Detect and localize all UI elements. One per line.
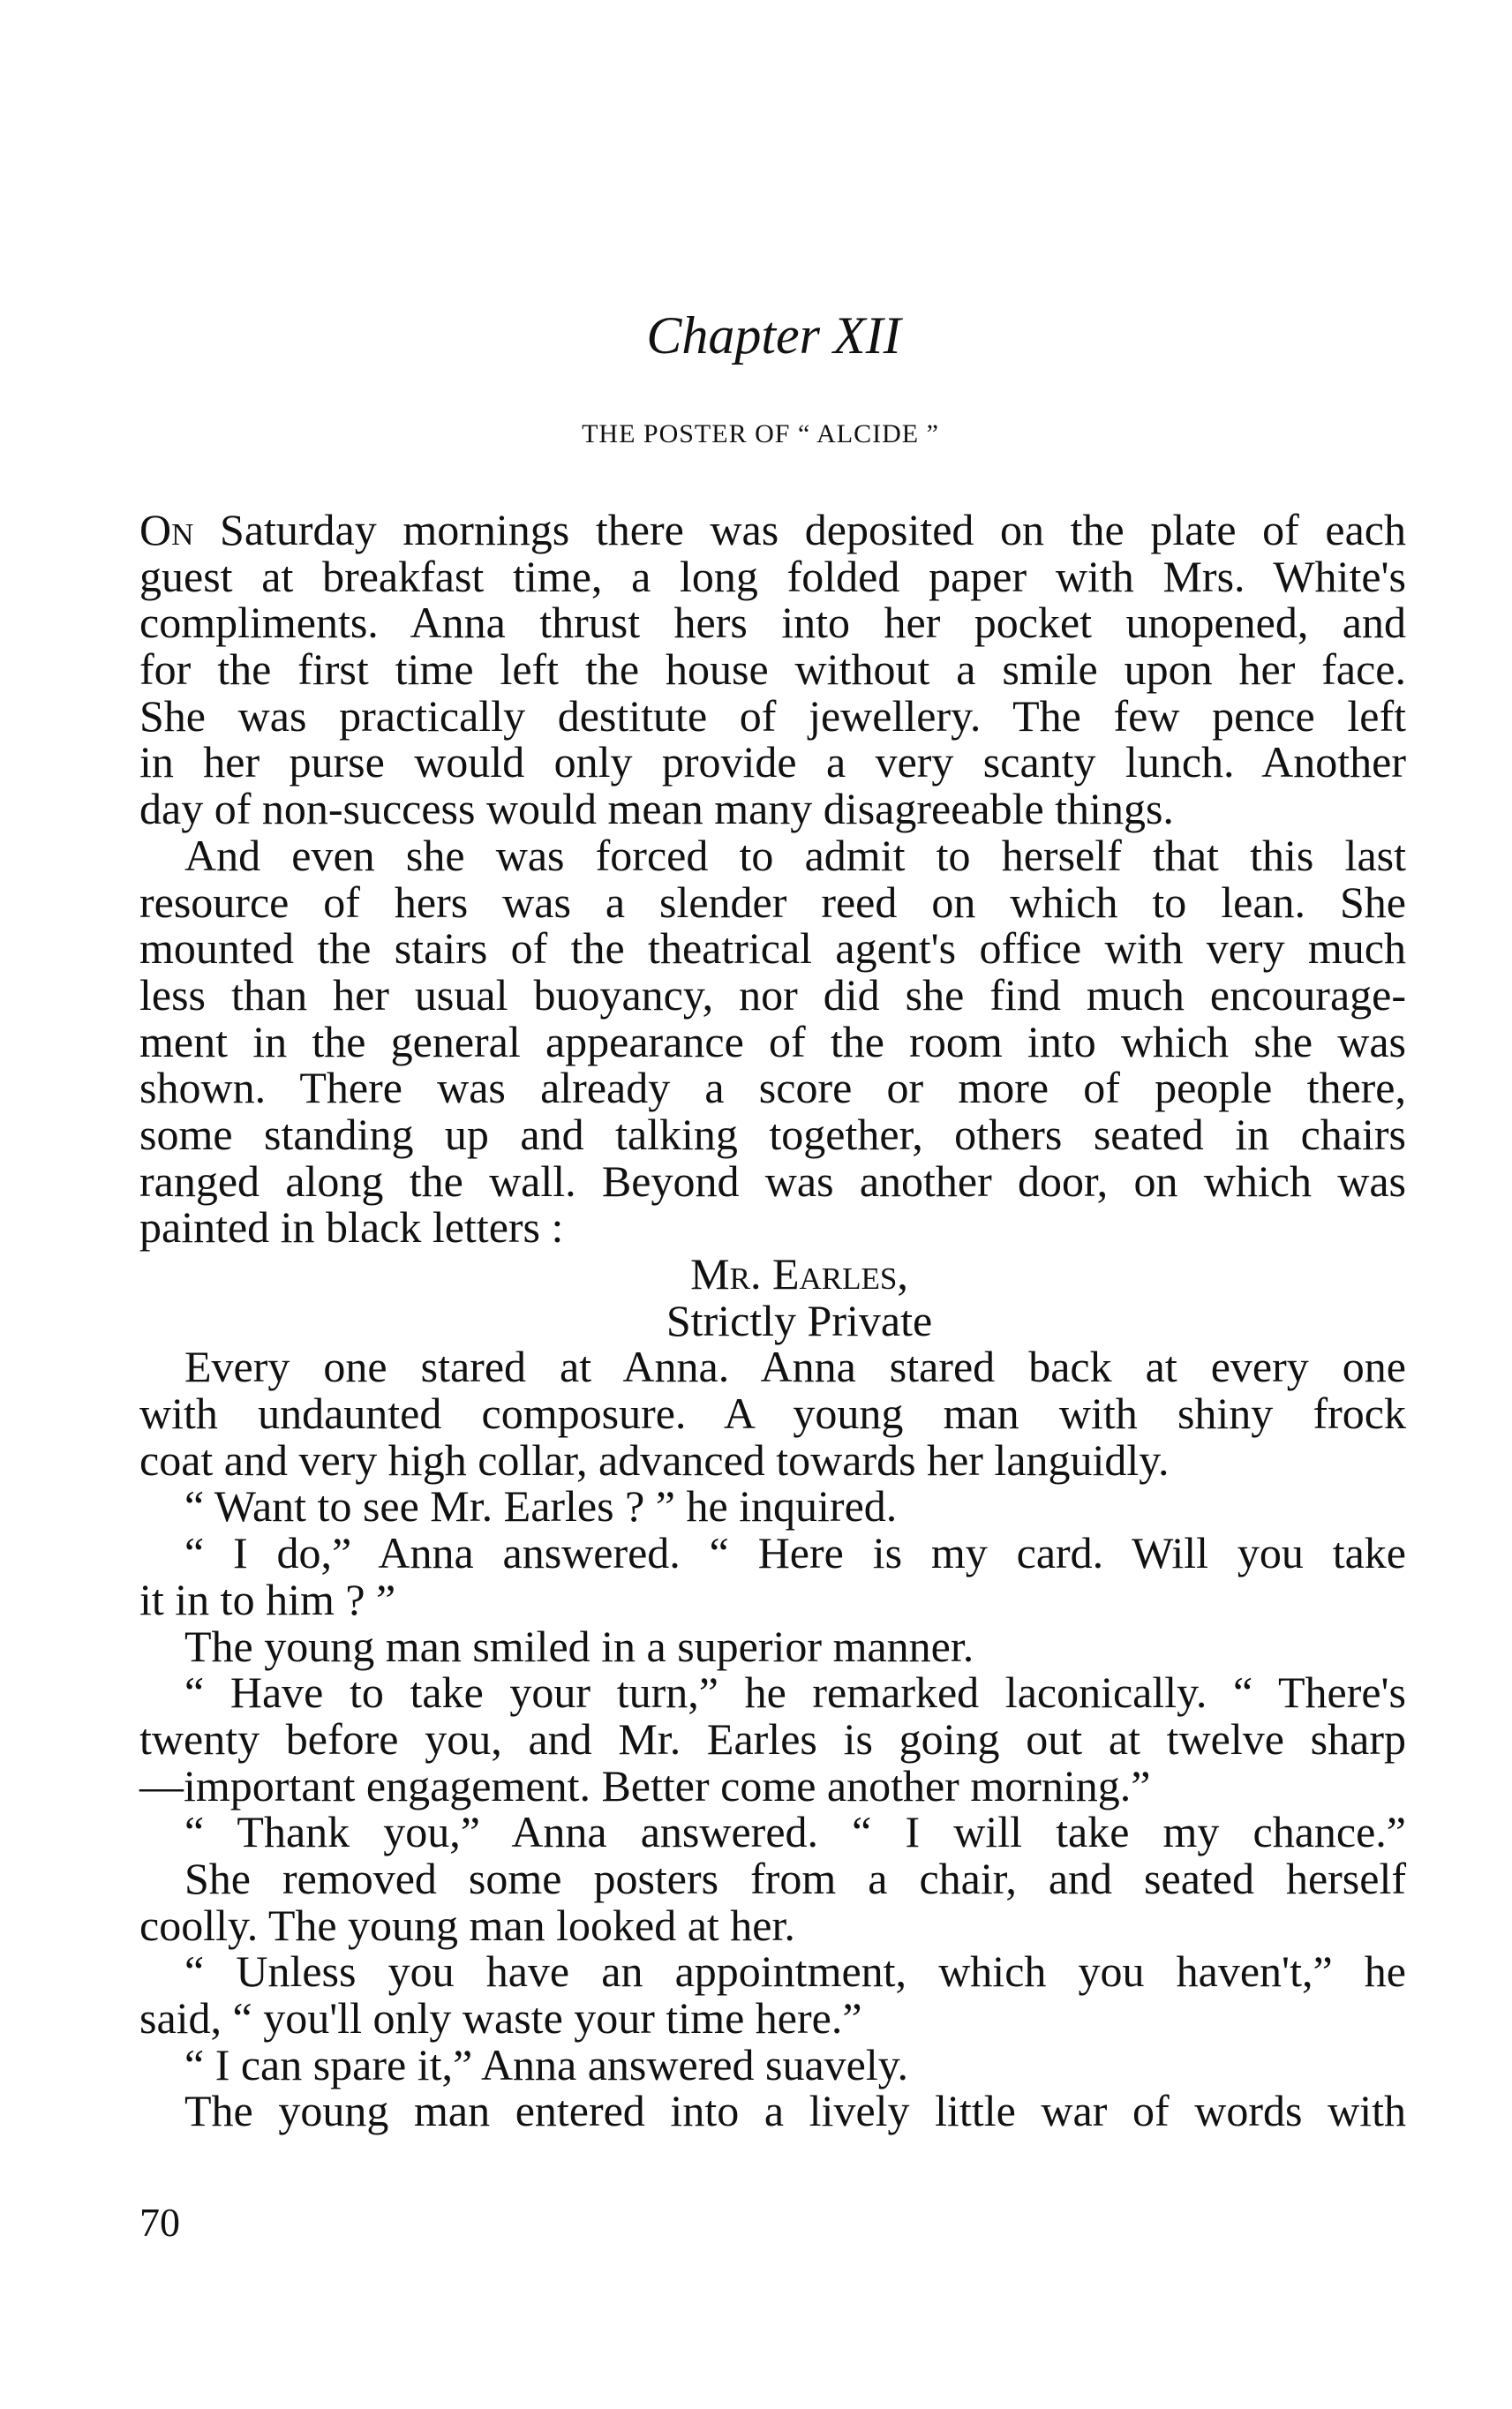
text-line: “ Unless you have an appointment, which you haven't,” he	[184, 1946, 1406, 1997]
text-line: The young man entered into a lively little war of words with	[184, 2086, 1406, 2136]
text-line: painted in black letters :	[139, 1202, 564, 1253]
text-line: The young man smiled in a superior manner.	[184, 1621, 974, 1671]
text-line: it in to him ? ”	[139, 1574, 396, 1624]
lead-word: On	[139, 505, 194, 554]
text-line: less than her usual buoyancy, nor did she find much encourage-	[139, 969, 1406, 1020]
chapter-title: THE POSTER OF “ ALCIDE ”	[582, 419, 939, 448]
text-line: with undaunted composure. A young man with shiny frock	[139, 1389, 1406, 1439]
text-line: On Saturday mornings there was deposited on the plate of each	[139, 505, 1406, 554]
text-line: said, “ you'll only waste your time here.”	[139, 1993, 862, 2043]
text-line: “ Have to take your turn,” he remarked laconically. “ There's	[184, 1667, 1406, 1718]
text-line: for the first time left the house without a smile upon her face.	[139, 644, 1406, 695]
text-line: She removed some posters from a chair, and seated herself	[184, 1853, 1406, 1903]
text-line: coat and very high collar, advanced towards her languidly.	[139, 1434, 1170, 1485]
text-line: compliments. Anna thrust hers into her pocket unopened, and	[139, 598, 1406, 648]
sign-text-line: Strictly Private	[666, 1295, 933, 1345]
text-line: twenty before you, and Mr. Earles is going out at twelve sharp	[139, 1713, 1406, 1764]
text-line: some standing up and talking together, others seated in chairs	[139, 1109, 1406, 1159]
text-line: shown. There was already a score or more of people there,	[139, 1063, 1406, 1113]
body-text	[139, 507, 1406, 2134]
text-line: “ I can spare it,” Anna answered suavely.	[184, 2039, 909, 2089]
text-line: —important engagement. Better come another morning.”	[139, 1760, 1151, 1811]
text-line: Every one stared at Anna. Anna stared back at every one	[184, 1342, 1406, 1392]
chapter-heading: Chapter XII	[646, 306, 901, 365]
text-line: mounted the stairs of the theatrical agent's office with very much	[139, 923, 1406, 974]
text-line: coolly. The young man looked at her.	[139, 1900, 795, 1950]
text-line: in her purse would only provide a very scanty lunch. Another	[139, 737, 1406, 787]
text-line: ranged along the wall. Beyond was another door, on which was	[139, 1156, 1406, 1206]
text-line: “ Thank you,” Anna answered. “ I will take my chance.”	[184, 1807, 1406, 1857]
text-line: She was practically destitute of jewellery. The few pence left	[139, 690, 1406, 741]
text-line: guest at breakfast time, a long folded paper with Mrs. White's	[139, 551, 1406, 601]
text-line: resource of hers was a slender reed on which to lean. She	[139, 877, 1406, 927]
text-line: ment in the general appearance of the room into which she was	[139, 1016, 1406, 1066]
text-line: And even she was forced to admit to herself that this last	[184, 830, 1406, 880]
text-line: “ I do,” Anna answered. “ Here is my card. Will you take	[184, 1528, 1406, 1578]
page-number: 70	[139, 2200, 180, 2245]
text-line: “ Want to see Mr. Earles ? ” he inquired.	[184, 1481, 898, 1532]
text-line: day of non-success would mean many disagreeable things.	[139, 784, 1174, 834]
sign-text-line: Mr. Earles,	[690, 1249, 908, 1299]
